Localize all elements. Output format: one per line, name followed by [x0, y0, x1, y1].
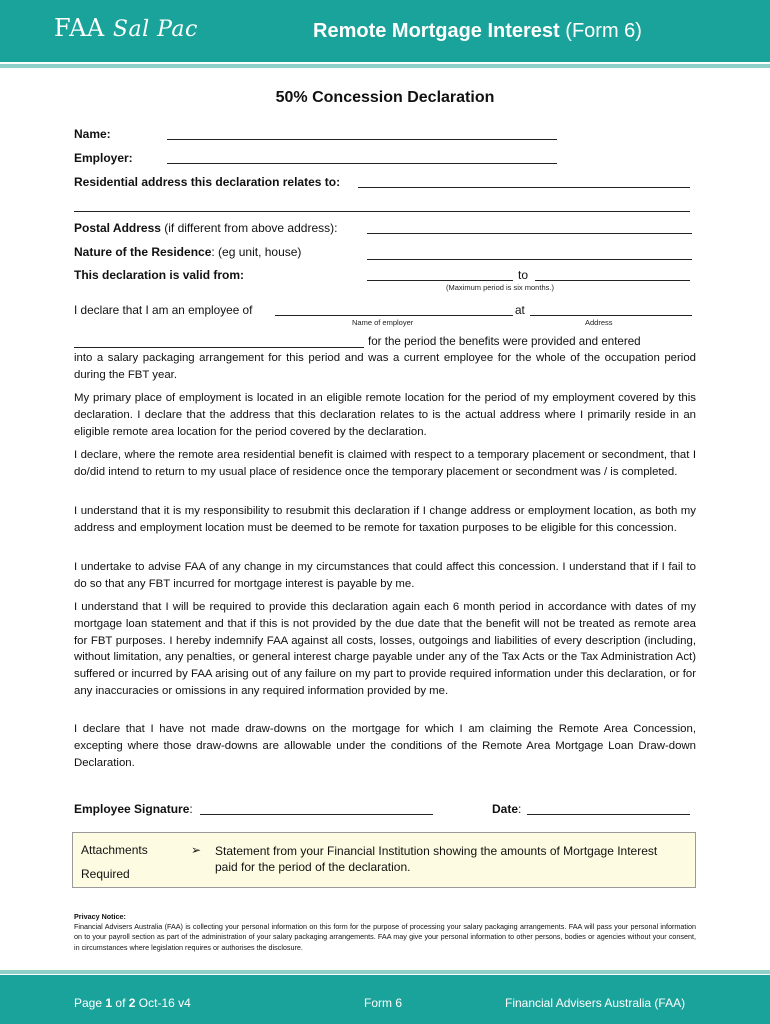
footer-company: Financial Advisers Australia (FAA) — [505, 996, 686, 1010]
declare-at: at — [515, 303, 525, 317]
postal-address-field[interactable] — [367, 233, 692, 234]
paragraph-resubmit: I understand that it is my responsibility to resubmit this declaration if I change address or employment location, as both my address and employment location must be deemed to be remote for taxation purposes to be eligible for this concession. — [74, 505, 696, 534]
employer-label: Employer: — [74, 151, 133, 165]
employer-address-caption: Address — [585, 318, 613, 327]
nature-residence-label — [74, 245, 301, 259]
attachments-box — [72, 832, 696, 888]
attachments-required-label: Required — [81, 867, 130, 881]
paragraph-advise-changes: I undertake to advise FAA of any change in my circumstances that could affect this concession. I understand that if I fail to do so that any FBT incurred for mortgage interest is payable by me. — [74, 561, 696, 590]
valid-to-word: to — [518, 268, 529, 282]
paragraph-indemnity: I understand that I will be required to provide this declaration again each 6 month period in accordance with dates of my mortgage loan statement and that if this is not provided by the due date that the benefit will not be treated as remote area for FBT purposes. I hereby indemnify FAA against all costs, losses, outgoings and liabilities of every description (including, without limitation, any penalties, or general interest charge payable under any of the Tax Acts or the Tax Administration Act) suffered or incurred by FAA arising out of any failure on my part to provide required information under this declaration, or for any inaccuracies or omissions in any required information provided by me. — [74, 601, 696, 697]
residential-address-field[interactable] — [358, 187, 690, 188]
signature-field[interactable] — [200, 814, 433, 815]
valid-from-label: This declaration is valid from: — [74, 268, 245, 282]
header-stripe — [0, 64, 770, 68]
date-field[interactable] — [527, 814, 690, 815]
date-label: Date: — [492, 802, 522, 816]
arrow-bullet-icon: ➢ — [191, 843, 202, 857]
employer-name-field[interactable] — [275, 315, 513, 316]
privacy-heading: Privacy Notice: — [74, 912, 126, 921]
document-title: 50% Concession Declaration — [275, 89, 495, 106]
valid-period-note: (Maximum period is six months.) — [446, 283, 554, 292]
name-label: Name: — [74, 127, 111, 141]
footer-page-info: Page 1 of 2 Oct-16 v4 — [74, 996, 191, 1010]
nature-residence-label-bold: Nature of the Residence — [74, 245, 212, 259]
privacy-text: Financial Advisers Australia (FAA) is collecting your personal information on this form for the purpose of processing your salary packaging arrangements. FAA will pass your personal information on to your payroll section as part of the administration of your salary packaging arrangements. FAA may give your personal information to other persons, bodies or agencies without your consent, in circumstances where legislation requires or authorises the disclosure. — [74, 922, 696, 952]
employer-field[interactable] — [167, 163, 557, 164]
attachments-label: Attachments — [81, 843, 148, 857]
declare-continuation: for the period the benefits were provided and entered — [368, 335, 641, 348]
valid-to-field[interactable] — [535, 280, 690, 281]
paragraph-occupation: into a salary packaging arrangement for this period and was a current employee for the whole of the occupation period during the FBT year. — [74, 352, 696, 381]
privacy-notice — [74, 912, 696, 953]
postal-address-label — [74, 221, 337, 235]
paragraph-primary-employment: My primary place of employment is located in an eligible remote location for the period of my employment covered by this declaration. I declare that the address that this declaration relates to is the actual address where I primarily reside in an eligible remote area location for the period covered by the declaration. — [74, 392, 696, 438]
residential-address-field-line2[interactable] — [74, 211, 690, 212]
header-bar — [0, 0, 770, 62]
brand-sub: Sal Pac — [112, 17, 198, 42]
period-field[interactable] — [74, 347, 364, 348]
employer-address-field[interactable] — [530, 315, 692, 316]
attachments-text: Statement from your Financial Institution showing the amounts of Mortgage Interest paid for the period of the declaration. — [215, 844, 658, 874]
nature-residence-field[interactable] — [367, 259, 692, 260]
postal-address-label-note: (if different from above address): — [164, 221, 338, 235]
employer-name-caption: Name of employer — [352, 318, 414, 327]
paragraph-temporary-placement: I declare, where the remote area residential benefit is claimed with respect to a temporary placement or secondment, that I do/did intend to return to my usual place of residence once the temporary placement or secondment was / is completed. — [74, 449, 696, 478]
form-title — [313, 20, 642, 43]
paragraph-draw-downs: I declare that I have not made draw-downs on the mortgage for which I am claiming the Remote Area Concession, excepting where those draw-downs are allowable under the conditions of the Remote Area Mortgage Loan Draw-down Declaration. — [74, 723, 696, 769]
valid-from-field[interactable] — [367, 280, 513, 281]
residential-address-label: Residential address this declaration relates to: — [74, 175, 341, 189]
name-field[interactable] — [167, 139, 557, 140]
postal-address-label-bold: Postal Address — [74, 221, 161, 235]
footer-stripe — [0, 970, 770, 974]
form-title-number: (Form 6) — [565, 20, 642, 42]
brand-main: FAA — [54, 14, 105, 42]
signature-label: Employee Signature: — [74, 802, 193, 816]
form-title-bold: Remote Mortgage Interest — [313, 20, 560, 42]
footer-form-label: Form 6 — [364, 996, 403, 1010]
brand-logo — [54, 14, 198, 42]
nature-residence-label-note: : (eg unit, house) — [211, 245, 302, 259]
declare-prefix: I declare that I am an employee of — [74, 303, 253, 317]
